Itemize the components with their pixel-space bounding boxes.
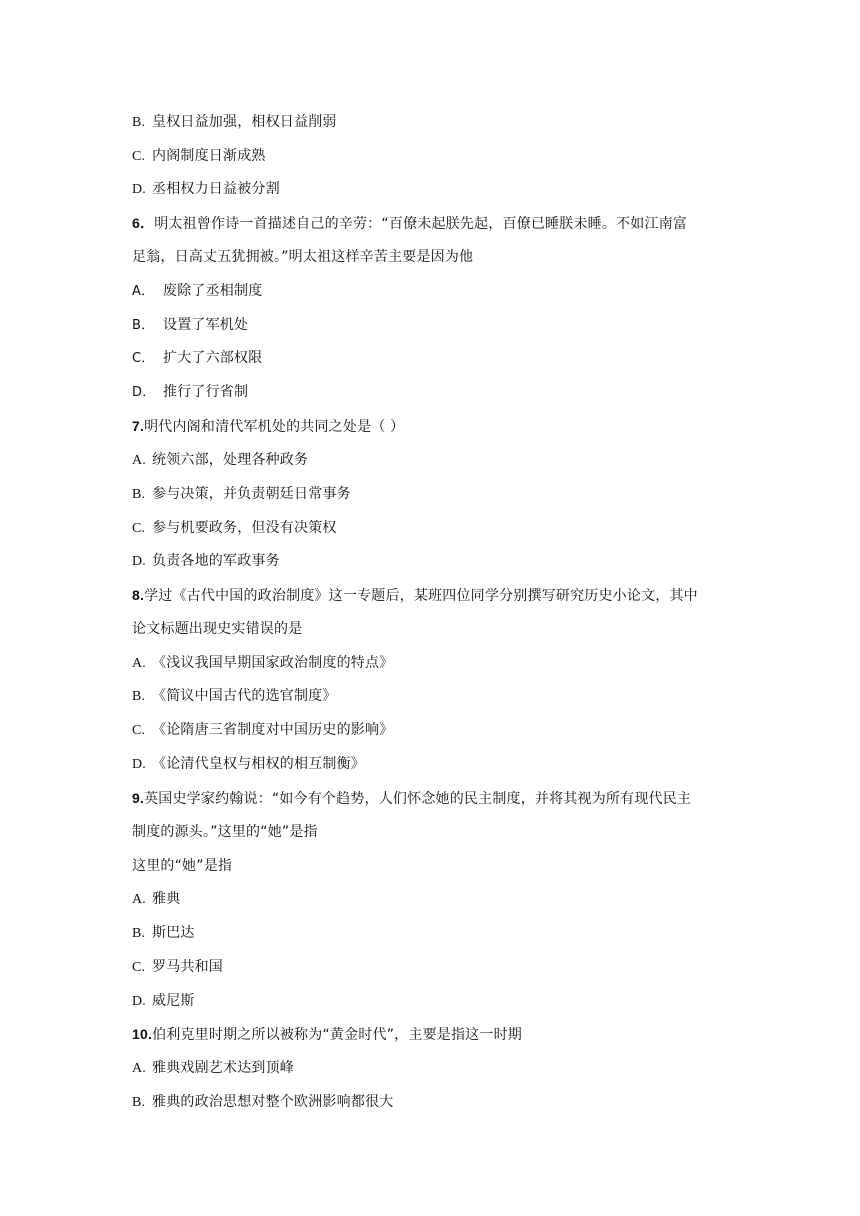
option-text: 罗马共和国 (152, 959, 223, 975)
question-text: 明代内阁和清代军机处的共同之处是（ ） (144, 419, 405, 435)
option-text: 废除了丞相制度 (163, 283, 263, 299)
question-9-line-1 (132, 788, 691, 809)
option-line-5c (132, 146, 266, 167)
option-text: 斯巴达 (152, 925, 195, 941)
option-label: C. (132, 521, 146, 536)
option-label: B. (132, 926, 146, 941)
option-label: C. (132, 960, 146, 975)
option-label: D． (132, 385, 156, 400)
option-text: 推行了行省制 (163, 384, 249, 400)
option-label: D. (132, 182, 147, 197)
question-text: 学过《古代中国的政治制度》这一专题后，某班四位同学分别撰写研究历史小论文，其中 (144, 588, 698, 604)
option-text: 雅典戏剧艺术达到顶峰 (152, 1060, 294, 1076)
option-text: 扩大了六部权限 (163, 350, 263, 366)
option-label: A. (132, 892, 147, 907)
option-label: B. (132, 689, 146, 704)
question-number: 6． (132, 215, 155, 231)
option-label: A. (132, 1061, 147, 1076)
option-text: 丞相权力日益被分割 (152, 181, 280, 197)
option-line-8c (132, 720, 393, 741)
question-9-line-2 (132, 822, 318, 842)
option-label: C． (132, 351, 155, 366)
option-line-6d (132, 382, 248, 403)
question-8-line-1 (132, 585, 698, 606)
option-text: 内阁制度日渐成熟 (152, 148, 266, 164)
option-text: 设置了军机处 (163, 317, 249, 333)
option-text: 雅典的政治思想对整个欧洲影响都很大 (152, 1094, 394, 1110)
question-text: 明太祖曾作诗一首描述自己的辛劳：“百僚未起朕先起，百僚已睡朕未睡。不如江南富 (154, 216, 688, 232)
option-text: 《论隋唐三省制度对中国历史的影响》 (152, 722, 394, 738)
question-number: 8. (132, 587, 145, 603)
question-9-line-3 (132, 856, 232, 876)
option-label: A. (132, 656, 147, 671)
option-text: 威尼斯 (152, 993, 195, 1009)
option-label: A. (132, 453, 147, 468)
option-line-8b (132, 686, 337, 707)
option-text: 《论清代皇权与相权的相互制衡》 (152, 756, 365, 772)
question-7-line-1 (132, 416, 404, 437)
question-number: 7. (132, 418, 145, 434)
option-line-7b (132, 484, 351, 505)
option-line-7a (132, 450, 308, 471)
option-line-6c (132, 348, 262, 369)
option-label: D. (132, 757, 147, 772)
question-text: 足翁，日高丈五犹拥被。”明太祖这样辛苦主要是因为他 (132, 249, 474, 265)
option-line-7d (132, 551, 280, 572)
option-text: 统领六部，处理各种政务 (152, 452, 309, 468)
option-text: 雅典 (152, 891, 181, 907)
question-6-line-1 (132, 213, 687, 234)
option-line-8d (132, 754, 365, 775)
question-8-line-2 (132, 619, 302, 639)
option-label: D. (132, 994, 147, 1009)
option-text: 《简议中国古代的选官制度》 (152, 688, 337, 704)
option-text: 皇权日益加强，相权日益削弱 (152, 114, 337, 130)
question-text: 这里的“她”是指 (132, 858, 233, 874)
option-line-9d (132, 991, 195, 1012)
option-label: D. (132, 554, 147, 569)
option-line-7c (132, 518, 337, 539)
option-line-9b (132, 923, 195, 944)
option-line-10b (132, 1092, 393, 1113)
option-line-6a (132, 281, 262, 302)
option-label: B. (132, 1095, 146, 1110)
question-number: 9. (132, 790, 145, 806)
question-6-line-2 (132, 247, 473, 267)
option-label: B． (132, 318, 155, 333)
option-label: C. (132, 723, 146, 738)
option-text: 参与决策，并负责朝廷日常事务 (152, 486, 351, 502)
option-label: C. (132, 149, 146, 164)
question-text: 伯利克里时期之所以被称为“黄金时代”，主要是指这一时期 (152, 1027, 522, 1043)
option-line-10a (132, 1058, 294, 1079)
option-line-6b (132, 315, 248, 336)
option-line-9a (132, 889, 180, 910)
option-label: B. (132, 115, 146, 130)
option-line-9c (132, 957, 223, 978)
option-line-5d (132, 179, 280, 200)
option-label: B. (132, 487, 146, 502)
option-text: 《浅议我国早期国家政治制度的特点》 (152, 655, 394, 671)
question-10-line-1 (132, 1024, 522, 1045)
option-line-5b (132, 112, 337, 133)
question-text: 制度的源头。”这里的“她”是指 (132, 824, 318, 840)
question-text: 英国史学家约翰说：“如今有个趋势，人们怀念她的民主制度，并将其视为所有现代民主 (144, 791, 692, 807)
option-text: 参与机要政务，但没有决策权 (152, 520, 337, 536)
question-number: 10. (132, 1026, 153, 1042)
option-text: 负责各地的军政事务 (152, 553, 280, 569)
option-label: A． (132, 284, 155, 299)
question-text: 论文标题出现史实错误的是 (132, 621, 303, 637)
option-line-8a (132, 653, 393, 674)
